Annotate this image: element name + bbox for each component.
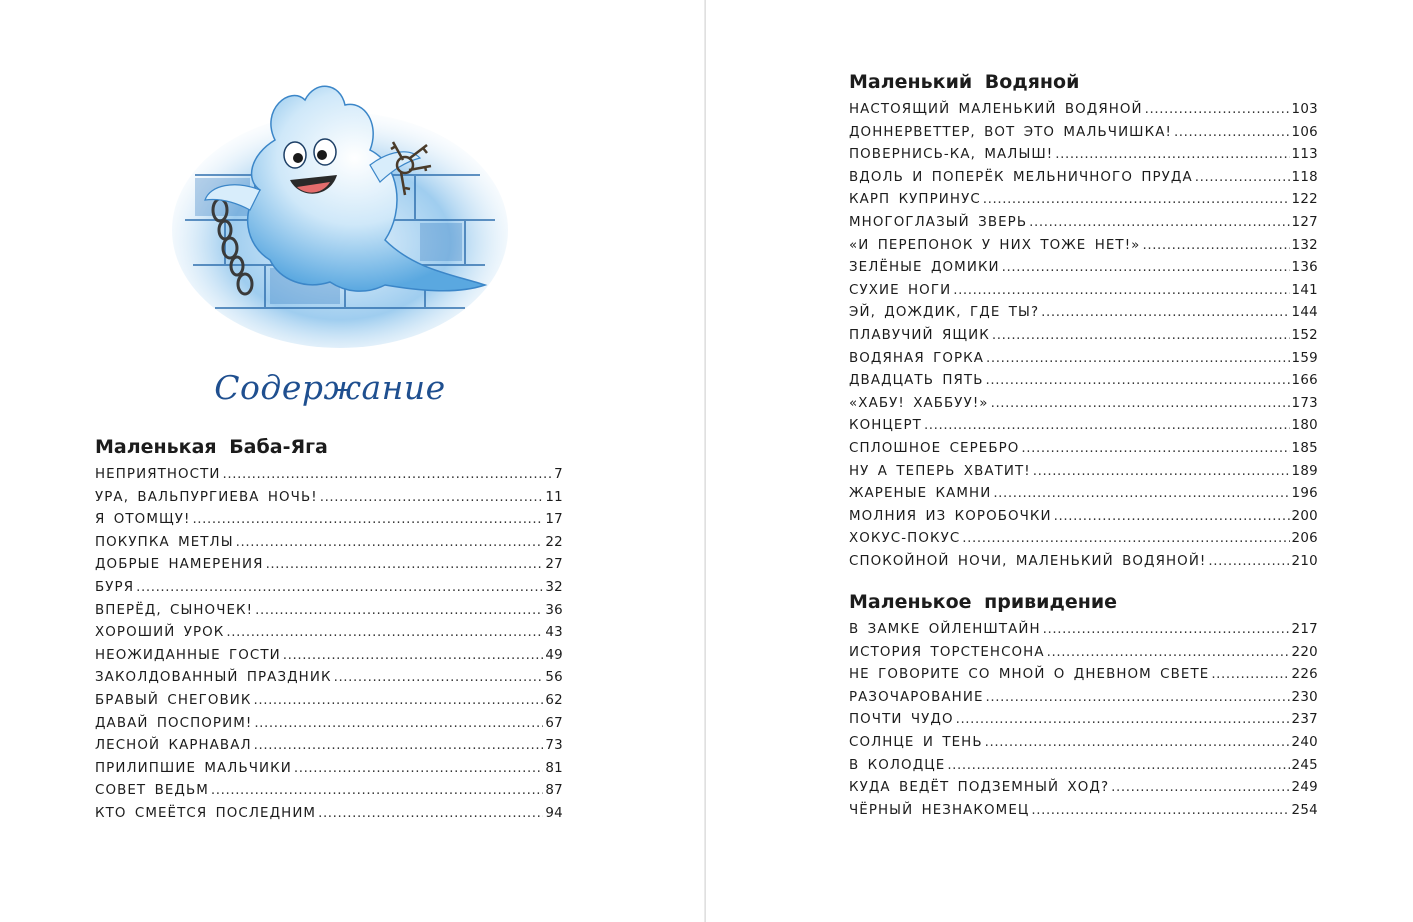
toc-entry[interactable] bbox=[95, 758, 563, 781]
toc-entry[interactable] bbox=[95, 645, 563, 668]
dot-leader bbox=[986, 348, 1290, 371]
dot-leader bbox=[320, 487, 544, 510]
toc-entry-page: 49 bbox=[545, 647, 563, 663]
contents-title: Содержание bbox=[214, 368, 446, 407]
toc-entry-page: 210 bbox=[1291, 553, 1318, 569]
toc-entry-title: ПОВЕРНИСЬ-КА, МАЛЫШ! bbox=[849, 147, 1054, 163]
toc-entry-page: 36 bbox=[545, 602, 563, 618]
toc-entry[interactable] bbox=[849, 122, 1318, 145]
toc-entry-page: 254 bbox=[1291, 802, 1318, 818]
toc-entry-title: СПОКОЙНОЙ НОЧИ, МАЛЕНЬКИЙ ВОДЯНОЙ! bbox=[849, 553, 1207, 569]
dot-leader bbox=[283, 645, 544, 668]
toc-list bbox=[95, 464, 563, 826]
toc-entry-title: ХОКУС-ПОКУС bbox=[849, 531, 961, 547]
section-vodyanoy bbox=[849, 69, 1318, 573]
toc-entry-page: 206 bbox=[1291, 531, 1318, 547]
toc-entry[interactable] bbox=[849, 189, 1318, 212]
dot-leader bbox=[226, 622, 543, 645]
toc-entry-page: 230 bbox=[1291, 689, 1318, 705]
toc-list bbox=[849, 99, 1318, 573]
dot-leader bbox=[986, 370, 1290, 393]
section-baba-yaga bbox=[95, 434, 563, 826]
toc-entry[interactable] bbox=[95, 803, 563, 826]
ghost-with-keys-icon bbox=[165, 70, 525, 360]
dot-leader bbox=[1041, 302, 1289, 325]
toc-entry-title: НЕ ГОВОРИТЕ СО МНОЙ О ДНЕВНОМ СВЕТЕ bbox=[849, 667, 1210, 683]
toc-entry-title: «ХАБУ! ХАББУУ!» bbox=[849, 395, 989, 411]
toc-entry-page: 245 bbox=[1291, 757, 1318, 773]
toc-entry[interactable] bbox=[95, 554, 563, 577]
toc-entry[interactable] bbox=[849, 235, 1318, 258]
dot-leader bbox=[983, 189, 1290, 212]
toc-entry[interactable] bbox=[849, 415, 1318, 438]
toc-entry[interactable] bbox=[95, 735, 563, 758]
toc-entry-title: КОНЦЕРТ bbox=[849, 418, 922, 434]
toc-entry-title: НЕПРИЯТНОСТИ bbox=[95, 467, 221, 482]
dot-leader bbox=[334, 667, 544, 690]
toc-entry-page: 17 bbox=[545, 512, 563, 528]
toc-entry-page: 240 bbox=[1291, 734, 1318, 750]
toc-entry-page: 118 bbox=[1291, 169, 1318, 185]
toc-entry[interactable] bbox=[849, 732, 1318, 755]
toc-entry-page: 94 bbox=[545, 805, 563, 821]
toc-entry-title: ПОЧТИ ЧУДО bbox=[849, 712, 954, 728]
toc-entry-title: РАЗОЧАРОВАНИЕ bbox=[849, 689, 984, 705]
toc-entry[interactable] bbox=[95, 690, 563, 713]
toc-entry-page: 122 bbox=[1291, 192, 1318, 208]
toc-entry-page: 127 bbox=[1291, 214, 1318, 230]
toc-entry-title: ПРИЛИПШИЕ МАЛЬЧИКИ bbox=[95, 760, 292, 776]
toc-entry-title: БРАВЫЙ СНЕГОВИК bbox=[95, 692, 252, 708]
toc-entry-page: 11 bbox=[545, 489, 563, 505]
dot-leader bbox=[1029, 212, 1289, 235]
toc-entry-page: 152 bbox=[1291, 327, 1318, 343]
dot-leader bbox=[192, 509, 543, 532]
toc-entry[interactable] bbox=[849, 212, 1318, 235]
dot-leader bbox=[956, 709, 1290, 732]
toc-entry[interactable] bbox=[849, 483, 1318, 506]
toc-entry-title: ПОКУПКА МЕТЛЫ bbox=[95, 534, 234, 550]
dot-leader bbox=[1002, 257, 1290, 280]
dot-leader bbox=[136, 577, 543, 600]
section-prividenie bbox=[849, 589, 1318, 822]
dot-leader bbox=[1043, 619, 1290, 642]
toc-entry-page: 136 bbox=[1291, 260, 1318, 276]
toc-entry[interactable] bbox=[849, 302, 1318, 325]
toc-entry[interactable] bbox=[849, 800, 1318, 823]
toc-entry-page: 7 bbox=[554, 467, 563, 482]
toc-entry-page: 196 bbox=[1291, 486, 1318, 502]
dot-leader bbox=[254, 713, 543, 736]
toc-entry-title: ДВАДЦАТЬ ПЯТЬ bbox=[849, 373, 984, 389]
toc-entry[interactable] bbox=[849, 461, 1318, 484]
toc-list bbox=[849, 619, 1318, 822]
toc-entry[interactable] bbox=[95, 622, 563, 645]
toc-entry[interactable] bbox=[849, 687, 1318, 710]
dot-leader bbox=[266, 554, 544, 577]
toc-entry-title: ЛЕСНОЙ КАРНАВАЛ bbox=[95, 738, 252, 754]
toc-entry-page: 226 bbox=[1291, 667, 1318, 683]
toc-entry-title: БУРЯ bbox=[95, 579, 135, 595]
toc-entry[interactable] bbox=[95, 532, 563, 555]
dot-leader bbox=[962, 528, 1289, 551]
toc-entry-title: УРА, ВАЛЬПУРГИЕВА НОЧЬ! bbox=[95, 489, 318, 505]
toc-entry-title: МНОГОГЛАЗЫЙ ЗВЕРЬ bbox=[849, 214, 1028, 230]
toc-entry[interactable] bbox=[849, 528, 1318, 551]
toc-entry-page: 180 bbox=[1291, 418, 1318, 434]
section-heading: Маленький Водяной bbox=[849, 71, 1080, 93]
toc-entry-title: В КОЛОДЦЕ bbox=[849, 757, 946, 773]
toc-entry[interactable] bbox=[95, 464, 563, 487]
dot-leader bbox=[1208, 551, 1289, 574]
dot-leader bbox=[1055, 144, 1289, 167]
toc-entry-title: СУХИЕ НОГИ bbox=[849, 282, 952, 298]
toc-entry-title: В ЗАМКЕ ОЙЛЕНШТАЙН bbox=[849, 622, 1041, 637]
toc-entry-page: 87 bbox=[545, 783, 563, 799]
toc-entry[interactable] bbox=[849, 370, 1318, 393]
toc-entry-title: КАРП КУПРИНУС bbox=[849, 192, 981, 208]
toc-entry-title: ЗЕЛЁНЫЕ ДОМИКИ bbox=[849, 260, 1000, 276]
toc-entry-title: Я ОТОМЩУ! bbox=[95, 512, 191, 528]
section-heading: Маленькая Баба-Яга bbox=[95, 436, 328, 458]
toc-entry[interactable] bbox=[849, 438, 1318, 461]
toc-entry-page: 166 bbox=[1291, 373, 1318, 389]
dot-leader bbox=[255, 600, 543, 623]
toc-entry-page: 144 bbox=[1291, 305, 1318, 321]
toc-entry-page: 56 bbox=[545, 670, 563, 686]
toc-entry-page: 132 bbox=[1291, 237, 1318, 253]
toc-entry-page: 32 bbox=[545, 579, 563, 595]
toc-entry[interactable] bbox=[849, 144, 1318, 167]
toc-entry-title: НЕОЖИДАННЫЕ ГОСТИ bbox=[95, 647, 281, 663]
section-heading: Маленькое привидение bbox=[849, 591, 1118, 613]
dot-leader bbox=[1111, 777, 1289, 800]
toc-entry-title: ВДОЛЬ И ПОПЕРЁК МЕЛЬНИЧНОГО ПРУДА bbox=[849, 169, 1193, 185]
dot-leader bbox=[223, 464, 553, 487]
dot-leader bbox=[992, 325, 1290, 348]
toc-entry-page: 159 bbox=[1291, 350, 1318, 366]
dot-leader bbox=[1033, 461, 1290, 484]
dot-leader bbox=[1145, 99, 1290, 122]
toc-entry-title: ЖАРЕНЫЕ КАМНИ bbox=[849, 486, 992, 502]
toc-entry[interactable] bbox=[849, 393, 1318, 416]
toc-entry-page: 173 bbox=[1291, 395, 1318, 411]
toc-entry[interactable] bbox=[849, 777, 1318, 800]
dot-leader bbox=[993, 483, 1289, 506]
dot-leader bbox=[1047, 642, 1290, 665]
toc-entry-title: «И ПЕРЕПОНОК У НИХ ТОЖЕ НЕТ!» bbox=[849, 237, 1141, 253]
dot-leader bbox=[1174, 122, 1290, 145]
toc-entry[interactable] bbox=[849, 709, 1318, 732]
dot-leader bbox=[1142, 235, 1289, 258]
toc-entry[interactable] bbox=[95, 509, 563, 532]
toc-entry-page: 220 bbox=[1291, 644, 1318, 660]
dot-leader bbox=[294, 758, 544, 781]
toc-entry-page: 22 bbox=[545, 534, 563, 550]
toc-entry[interactable] bbox=[95, 780, 563, 803]
ghost-illustration bbox=[165, 70, 525, 360]
dot-leader bbox=[1054, 506, 1290, 529]
dot-leader bbox=[986, 687, 1290, 710]
toc-entry[interactable] bbox=[849, 348, 1318, 371]
toc-entry[interactable] bbox=[95, 487, 563, 510]
toc-entry-page: 113 bbox=[1291, 147, 1318, 163]
toc-entry[interactable] bbox=[849, 280, 1318, 303]
toc-entry-title: НУ А ТЕПЕРЬ ХВАТИТ! bbox=[849, 463, 1031, 479]
toc-entry-page: 217 bbox=[1291, 622, 1318, 637]
toc-entry-page: 67 bbox=[545, 715, 563, 731]
toc-entry[interactable] bbox=[849, 755, 1318, 778]
dot-leader bbox=[985, 732, 1290, 755]
toc-entry-title: МОЛНИЯ ИЗ КОРОБОЧКИ bbox=[849, 508, 1052, 524]
toc-entry-page: 73 bbox=[545, 738, 563, 754]
toc-entry-title: СОВЕТ ВЕДЬМ bbox=[95, 783, 209, 799]
toc-entry-title: ВПЕРЁД, СЫНОЧЕК! bbox=[95, 602, 254, 618]
toc-entry[interactable] bbox=[95, 577, 563, 600]
toc-entry[interactable] bbox=[95, 713, 563, 736]
toc-entry-title: ЭЙ, ДОЖДИК, ГДЕ ТЫ? bbox=[849, 305, 1040, 321]
toc-entry-title: ДОННЕРВЕТТЕР, ВОТ ЭТО МАЛЬЧИШКА! bbox=[849, 124, 1172, 140]
toc-entry[interactable] bbox=[849, 642, 1318, 665]
dot-leader bbox=[254, 735, 544, 758]
toc-entry-page: 237 bbox=[1291, 712, 1318, 728]
toc-entry-title: ЧЁРНЫЙ НЕЗНАКОМЕЦ bbox=[849, 802, 1030, 818]
toc-entry[interactable] bbox=[849, 167, 1318, 190]
dot-leader bbox=[1021, 438, 1289, 461]
dot-leader bbox=[1211, 664, 1289, 687]
toc-entry-title: ИСТОРИЯ ТОРСТЕНСОНА bbox=[849, 644, 1045, 660]
toc-entry-title: ДАВАЙ ПОСПОРИМ! bbox=[95, 715, 253, 731]
toc-entry-page: 103 bbox=[1291, 102, 1318, 117]
toc-entry-title: КТО СМЕЁТСЯ ПОСЛЕДНИМ bbox=[95, 805, 317, 821]
toc-entry[interactable] bbox=[849, 506, 1318, 529]
dot-leader bbox=[947, 755, 1289, 778]
toc-entry-title: СОЛНЦЕ И ТЕНЬ bbox=[849, 734, 983, 750]
toc-entry-title: ВОДЯНАЯ ГОРКА bbox=[849, 350, 985, 366]
toc-entry-title: ПЛАВУЧИЙ ЯЩИК bbox=[849, 327, 990, 343]
toc-entry-page: 81 bbox=[545, 760, 563, 776]
dot-leader bbox=[211, 780, 543, 803]
toc-entry[interactable] bbox=[849, 664, 1318, 687]
dot-leader bbox=[318, 803, 543, 826]
toc-entry[interactable] bbox=[849, 619, 1318, 642]
toc-entry-page: 185 bbox=[1291, 440, 1318, 456]
toc-entry[interactable] bbox=[849, 257, 1318, 280]
toc-entry-title: КУДА ВЕДЁТ ПОДЗЕМНЫЙ ХОД? bbox=[849, 780, 1110, 796]
toc-entry-title: ДОБРЫЕ НАМЕРЕНИЯ bbox=[95, 557, 264, 573]
toc-entry[interactable] bbox=[95, 667, 563, 690]
toc-entry[interactable] bbox=[849, 551, 1318, 574]
toc-entry-page: 189 bbox=[1291, 463, 1318, 479]
toc-entry[interactable] bbox=[849, 99, 1318, 122]
toc-entry-title: СПЛОШНОЕ СЕРЕБРО bbox=[849, 440, 1020, 456]
dot-leader bbox=[924, 415, 1290, 438]
dot-leader bbox=[953, 280, 1289, 303]
toc-entry-page: 43 bbox=[545, 625, 563, 641]
toc-entry-title: НАСТОЯЩИЙ МАЛЕНЬКИЙ ВОДЯНОЙ bbox=[849, 102, 1143, 117]
toc-entry-title: ХОРОШИЙ УРОК bbox=[95, 625, 225, 641]
toc-entry-page: 62 bbox=[545, 692, 563, 708]
toc-entry-title: ЗАКОЛДОВАННЫЙ ПРАЗДНИК bbox=[95, 670, 332, 686]
dot-leader bbox=[236, 532, 544, 555]
toc-entry[interactable] bbox=[95, 600, 563, 623]
toc-entry-page: 106 bbox=[1291, 124, 1318, 140]
dot-leader bbox=[254, 690, 544, 713]
toc-entry-page: 249 bbox=[1291, 780, 1318, 796]
dot-leader bbox=[1031, 800, 1289, 823]
dot-leader bbox=[1195, 167, 1290, 190]
toc-entry-page: 200 bbox=[1291, 508, 1318, 524]
toc-entry[interactable] bbox=[849, 325, 1318, 348]
dot-leader bbox=[991, 393, 1290, 416]
left-page bbox=[0, 0, 705, 922]
toc-entry-page: 27 bbox=[545, 557, 563, 573]
toc-entry-page: 141 bbox=[1291, 282, 1318, 298]
